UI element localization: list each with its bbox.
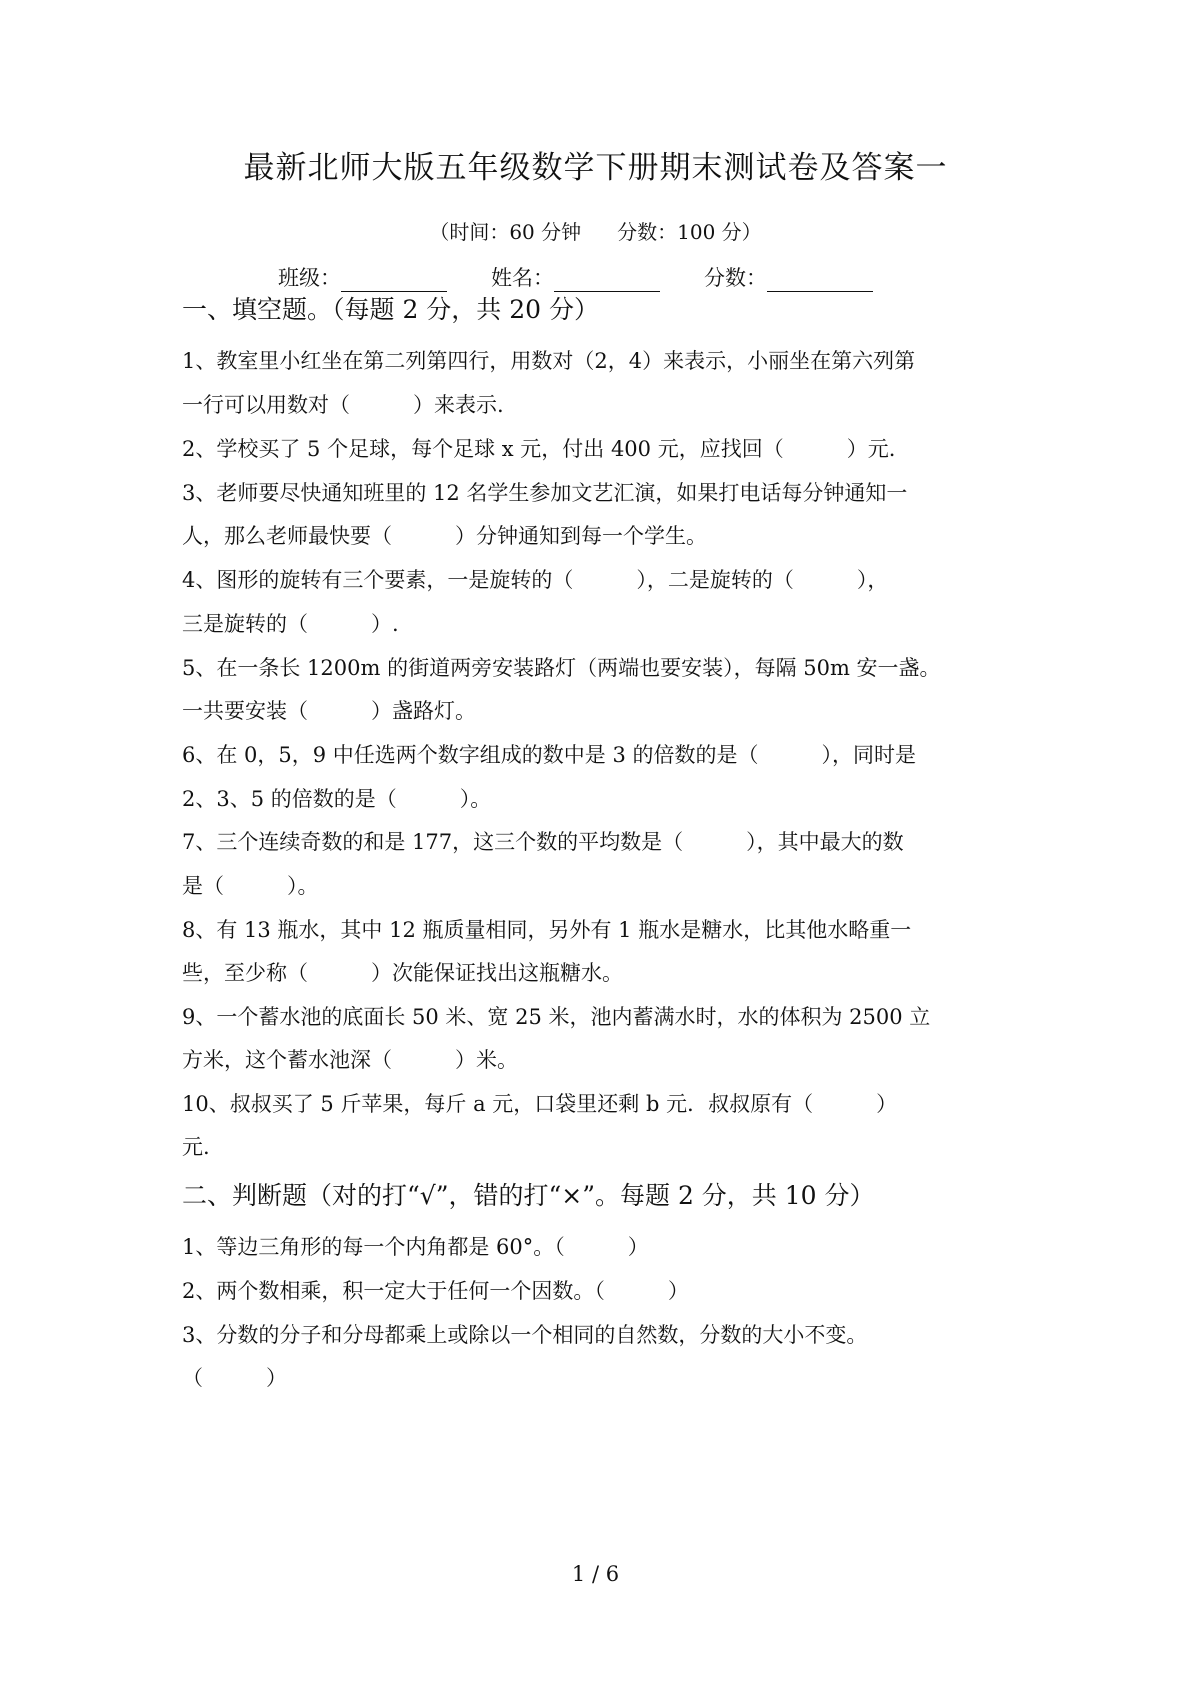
score-label: 分数：	[704, 266, 767, 290]
score-field	[704, 262, 873, 292]
exam-meta	[0, 216, 1191, 245]
name-blank[interactable]	[554, 269, 660, 292]
question-line: 元.	[182, 1135, 210, 1159]
question-line: 一共要安装（ ）盏路灯。	[182, 699, 476, 723]
question-line: 7、三个连续奇数的和是 177，这三个数的平均数是（ ），其中最大的数	[182, 830, 904, 854]
time-limit: （时间：60 分钟	[429, 220, 582, 244]
name-field	[491, 262, 660, 292]
name-label: 姓名：	[491, 266, 554, 290]
question-line: （ ）	[182, 1366, 287, 1390]
class-blank[interactable]	[341, 269, 447, 292]
question-line: 一行可以用数对（ ）来表示.	[182, 393, 504, 417]
total-score: 分数：100 分）	[617, 220, 762, 244]
question-line: 2、两个数相乘，积一定大于任何一个因数。（ ）	[182, 1279, 689, 1303]
question-line: 8、有 13 瓶水，其中 12 瓶质量相同，另外有 1 瓶水是糖水，比其他水略重一	[182, 918, 912, 942]
question-line: 3、老师要尽快通知班里的 12 名学生参加文艺汇演，如果打电话每分钟通知一	[182, 481, 908, 505]
student-info-row	[278, 262, 873, 292]
question-line: 3、分数的分子和分母都乘上或除以一个相同的自然数，分数的大小不变。	[182, 1323, 868, 1347]
question-line: 9、一个蓄水池的底面长 50 米、宽 25 米，池内蓄满水时，水的体积为 2500 立	[182, 1005, 931, 1029]
class-label: 班级：	[278, 266, 341, 290]
document-title: 最新北师大版五年级数学下册期末测试卷及答案一	[243, 150, 948, 186]
question-line: 是（ ）。	[182, 874, 319, 898]
section-heading-fill-in: 一、填空题。（每题 2 分，共 20 分）	[182, 295, 600, 324]
question-line: 些，至少称（ ）次能保证找出这瓶糖水。	[182, 961, 623, 985]
question-line: 人，那么老师最快要（ ）分钟通知到每一个学生。	[182, 524, 707, 548]
question-line: 2、学校买了 5 个足球，每个足球 x 元，付出 400 元，应找回（ ）元.	[182, 437, 896, 461]
page-number: 1 / 6	[571, 1562, 620, 1586]
section-heading-true-false: 二、判断题（对的打“√”，错的打“×”。每题 2 分，共 10 分）	[182, 1181, 875, 1210]
question-line: 三是旋转的（ ）.	[182, 612, 399, 636]
question-line: 方米，这个蓄水池深（ ）米。	[182, 1048, 518, 1072]
question-line: 10、叔叔买了 5 斤苹果，每斤 a 元，口袋里还剩 b 元．叔叔原有（ ）	[182, 1092, 898, 1116]
question-line: 1、教室里小红坐在第二列第四行，用数对（2，4）来表示，小丽坐在第六列第	[182, 349, 916, 373]
question-line: 4、图形的旋转有三个要素，一是旋转的（ ），二是旋转的（ ），	[182, 568, 889, 592]
score-blank[interactable]	[767, 269, 873, 292]
question-line: 1、等边三角形的每一个内角都是 60°。（ ）	[182, 1235, 649, 1259]
question-line: 2、3、5 的倍数的是（ ）。	[182, 787, 492, 811]
question-line: 6、在 0，5，9 中任选两个数字组成的数中是 3 的倍数的是（ ），同时是	[182, 743, 917, 767]
class-field	[278, 262, 447, 292]
question-line: 5、在一条长 1200m 的街道两旁安装路灯（两端也要安装），每隔 50m 安一盏。	[182, 656, 941, 680]
